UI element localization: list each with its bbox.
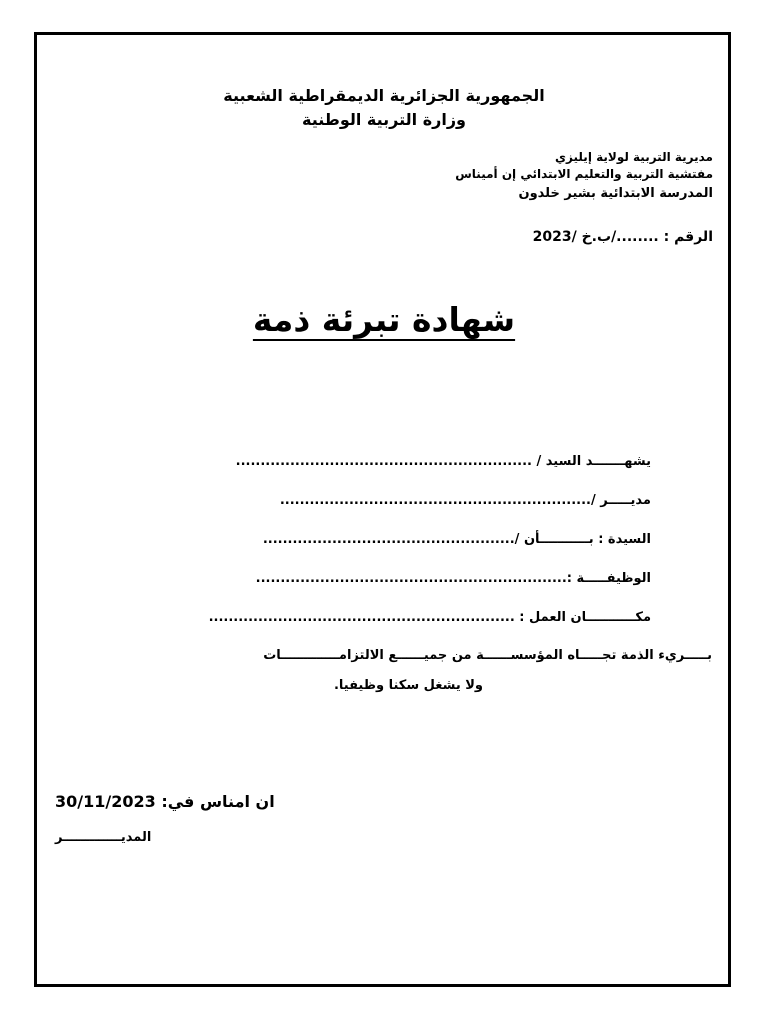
closing-housing: ولا يشغل سكنا وظيفيا. [333, 678, 483, 693]
field-director: مديـــــر /............................................................... [279, 493, 651, 508]
field-workplace: مكـــــــــــان العمل : .............................................................. [208, 610, 651, 625]
ministry-heading: وزارة التربية الوطنية [301, 110, 466, 129]
republic-heading: الجمهورية الجزائرية الديمقراطية الشعبية [223, 86, 545, 105]
closing-statement: بـــــريء الذمة تجـــــاه المؤسســــــة من جميــــــع الالتزامـــــــــــــات [263, 648, 712, 663]
school-line: المدرسة الابتدائية بشير خلدون [518, 186, 713, 201]
director-signature: المديـــــــــــــر [55, 830, 152, 845]
inspectorate-line: مفتشية التربية والتعليم الابتدائي إن أميناس [455, 167, 713, 181]
certificate-title-text: شهادة تبرئة ذمة [252, 300, 516, 339]
field-witness: يشهـــــــد السيد / ............................................................ [235, 454, 651, 469]
field-position: الوظيفـــــة :............................................................... [255, 571, 651, 586]
field-lady: السيدة : بـــــــــــأن /................................................... [262, 532, 651, 547]
reference-number: الرقم : ......../ب.خ /2023 [532, 229, 713, 245]
issue-date: ان امناس في: 30/11/2023 [55, 792, 275, 811]
directorate-line: مديرية التربية لولاية إيليزي [555, 150, 713, 164]
certificate-title [0, 300, 768, 339]
